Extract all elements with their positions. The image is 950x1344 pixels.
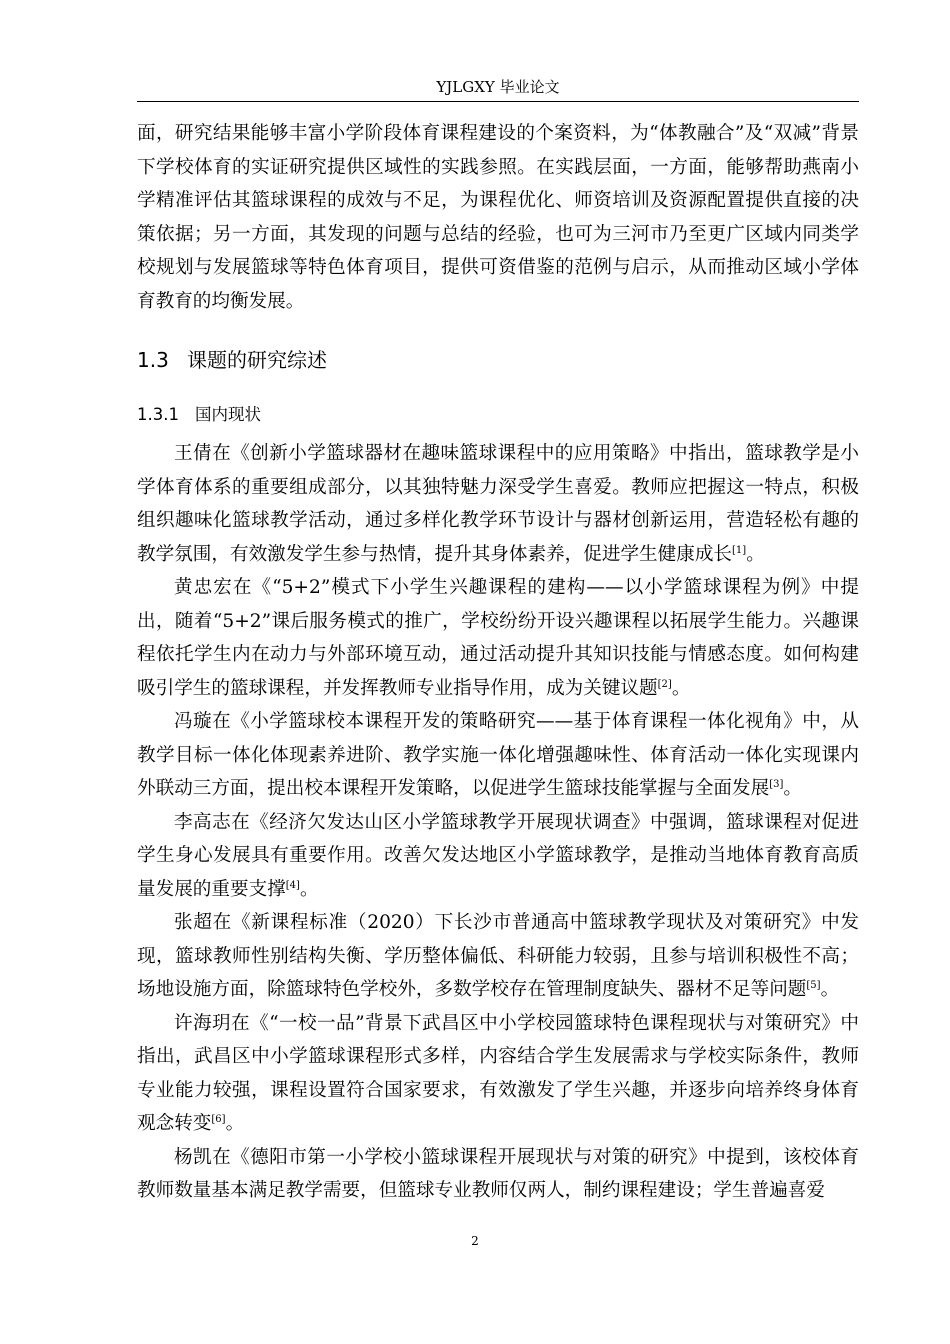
page-header: [137, 77, 859, 97]
review-paragraph: [137, 571, 859, 705]
review-paragraph-ending: 。: [820, 979, 840, 1000]
review-paragraph-text: 黄忠宏在《“5+2”模式下小学生兴趣课程的建构——以小学篮球课程为例》中提出，随着“5+2”课后服务模式的推广，学校纷纷开设兴趣课程以拓展学生能力。兴趣课程依托学生内在动力与外部环境互动，通过活动提升其知识技能与情感态度。如何构建吸引学生的篮球课程，并发挥教师专业指导作用，成为关键议题: [137, 577, 859, 699]
intro-section: [137, 117, 859, 318]
review-paragraph-ending: 。: [225, 1113, 245, 1134]
subsection-title: 国内现状: [195, 405, 261, 424]
citation-ref[interactable]: [4]: [285, 879, 300, 891]
section-title: 课题的研究综述: [187, 348, 327, 372]
subsection-number: 1.3.1: [137, 405, 179, 424]
review-paragraph: [137, 437, 859, 571]
review-paragraph: [137, 806, 859, 907]
intro-paragraph: 面，研究结果能够丰富小学阶段体育课程建设的个案资料，为“体教融合”及“双减”背景下学校体育的实证研究提供区域性的实践参照。在实践层面，一方面，能够帮助燕南小学精准评估其篮球课程的成效与不足，为课程优化、师资培训及资源配置提供直接的决策依据；另一方面，其发现的问题与总结的经验，也可为三河市乃至更广区域内同类学校规划与发展篮球等特色体育项目，提供可资借鉴的范例与启示，从而推动区域小学体育教育的均衡发展。: [137, 123, 859, 312]
review-paragraph-ending: 。: [746, 543, 765, 565]
review-paragraph-ending: 。: [783, 778, 802, 799]
review-paragraph-text: 王倩在《创新小学篮球器材在趣味篮球课程中的应用策略》中指出，篮球教学是小学体育体系的重要组成部分，以其独特魅力深受学生喜爱。教师应把握这一特点，积极组织趣味化篮球教学活动，通过多样化教学环节设计与器材创新运用，营造轻松有趣的教学氛围，有效激发学生参与热情，提升其身体素养，促进学生健康成长: [137, 443, 859, 565]
section-heading: [137, 345, 327, 375]
header-title: YJLGXY 毕业论文: [436, 78, 560, 96]
citation-ref[interactable]: [6]: [211, 1113, 226, 1125]
review-paragraph: [137, 1007, 859, 1141]
review-paragraph-text: 李高志在《经济欠发达山区小学篮球教学开展现状调查》中强调，篮球课程对促进学生身心发展具有重要作用。改善欠发达地区小学篮球教学，是推动当地体育教育高质量发展的重要支撑: [137, 811, 859, 900]
review-paragraph: [137, 705, 859, 806]
subsection-heading: [137, 402, 261, 428]
review-paragraph: [137, 1141, 859, 1208]
review-paragraph-text: 张超在《新课程标准（2020）下长沙市普通高中篮球教学现状及对策研究》中发现，篮球教师性别结构失衡、学历整体偏低、科研能力较弱，且参与培训积极性不高；场地设施方面，除篮球特色学校外，多数学校存在管理制度缺失、器材不足等问题: [137, 912, 859, 1000]
citation-ref[interactable]: [1]: [732, 544, 747, 556]
citation-ref[interactable]: [5]: [806, 979, 821, 991]
review-paragraph: [137, 906, 859, 1007]
review-paragraph-text: 许海玥在《“一校一品”背景下武昌区中小学校园篮球特色课程现状与对策研究》中指出，武昌区中小学篮球课程形式多样，内容结合学生发展需求与学校实际条件，教师专业能力较强，课程设置符合国家要求，有效激发了学生兴趣，并逐步向培养终身体育观念转变: [137, 1012, 859, 1134]
review-paragraph-ending: 。: [671, 677, 691, 699]
citation-ref[interactable]: [3]: [769, 778, 784, 790]
review-section: [137, 437, 859, 1208]
review-paragraph-text: 冯璇在《小学篮球校本课程开发的策略研究——基于体育课程一体化视角》中，从教学目标一体化体现素养进阶、教学实施一体化增强趣味性、体育活动一体化实现课内外联动三方面，提出校本课程开发策略，以促进学生篮球技能掌握与全面发展: [137, 711, 859, 799]
page-number: 2: [471, 1234, 479, 1248]
header-divider: [137, 101, 859, 102]
section-number: 1.3: [137, 348, 169, 372]
review-paragraph-ending: 。: [299, 878, 319, 900]
review-paragraph-text: 杨凯在《德阳市第一小学校小篮球课程开展现状与对策的研究》中提到，该校体育教师数量基本满足教学需要，但篮球专业教师仅两人，制约课程建设；学生普遍喜爱: [137, 1146, 859, 1201]
citation-ref[interactable]: [2]: [657, 678, 672, 690]
